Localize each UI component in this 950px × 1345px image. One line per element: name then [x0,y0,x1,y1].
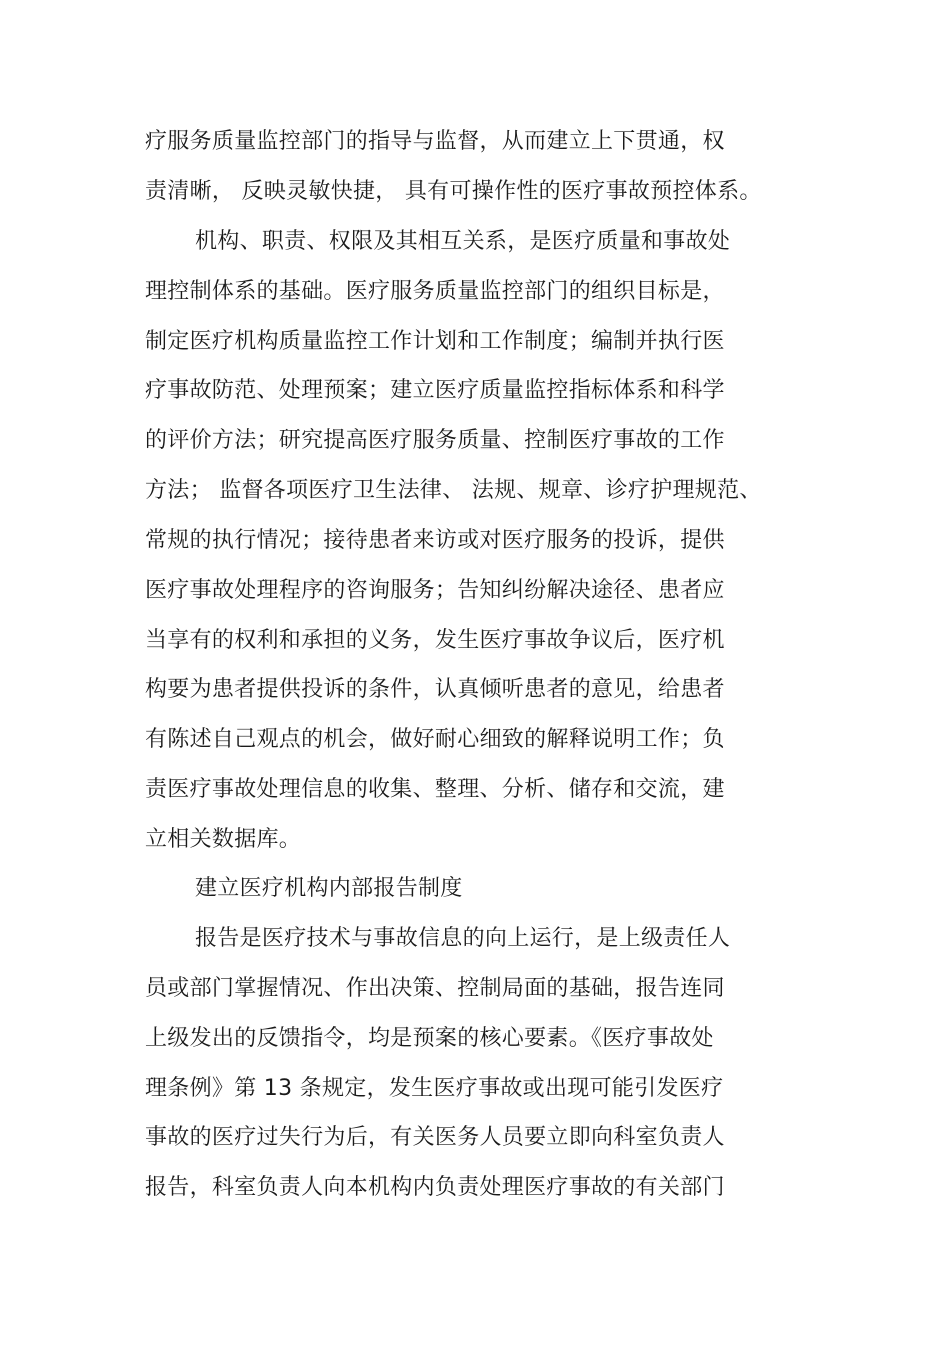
text-line-20: 理条例》第 13 条规定，发生医疗事故或出现可能引发医疗 [145,1076,724,1101]
text-line-15: 立相关数据库。 [145,827,302,852]
text-line-6: 疗事故防范、处理预案；建立医疗质量监控指标体系和科学 [145,378,725,403]
paragraph-start-line-3: 机构、职责、权限及其相互关系，是医疗质量和事故处 [195,229,731,254]
text-line-4: 理控制体系的基础。医疗服务质量监控部门的组织目标是， [145,279,725,304]
text-line-10: 医疗事故处理程序的咨询服务；告知纠纷解决途径、患者应 [145,578,725,603]
text-line-21: 事故的医疗过失行为后，有关医务人员要立即向科室负责人 [145,1125,725,1150]
text-line-5: 制定医疗机构质量监控工作计划和工作制度；编制并执行医 [145,329,725,354]
text-line-11: 当享有的权利和承担的义务，发生医疗事故争议后，医疗机 [145,628,725,653]
section-heading: 建立医疗机构内部报告制度 [195,876,463,901]
text-line-13: 有陈述自己观点的机会，做好耐心细致的解释说明工作；负 [145,727,725,752]
text-line-22: 报告，科室负责人向本机构内负责处理医疗事故的有关部门 [145,1175,725,1200]
text-line-9: 常规的执行情况；接待患者来访或对医疗服务的投诉，提供 [145,528,725,553]
text-line-18: 员或部门掌握情况、作出决策、控制局面的基础，报告连同 [145,976,725,1001]
paragraph-start-line-17: 报告是医疗技术与事故信息的向上运行，是上级责任人 [195,926,731,951]
text-line-14: 责医疗事故处理信息的收集、整理、分析、储存和交流，建 [145,777,725,802]
text-line-2: 责清晰， 反映灵敏快捷， 具有可操作性的医疗事故预控体系。 [145,179,762,204]
text-line-8: 方法； 监督各项医疗卫生法律、 法规、规章、诊疗护理规范、 [145,478,762,503]
text-line-19: 上级发出的反馈指令，均是预案的核心要素。《医疗事故处 [145,1026,714,1051]
text-line-12: 构要为患者提供投诉的条件，认真倾听患者的意见，给患者 [145,677,725,702]
text-line-1: 疗服务质量监控部门的指导与监督，从而建立上下贯通，权 [145,129,725,154]
text-line-7: 的评价方法；研究提高医疗服务质量、控制医疗事故的工作 [145,428,725,453]
